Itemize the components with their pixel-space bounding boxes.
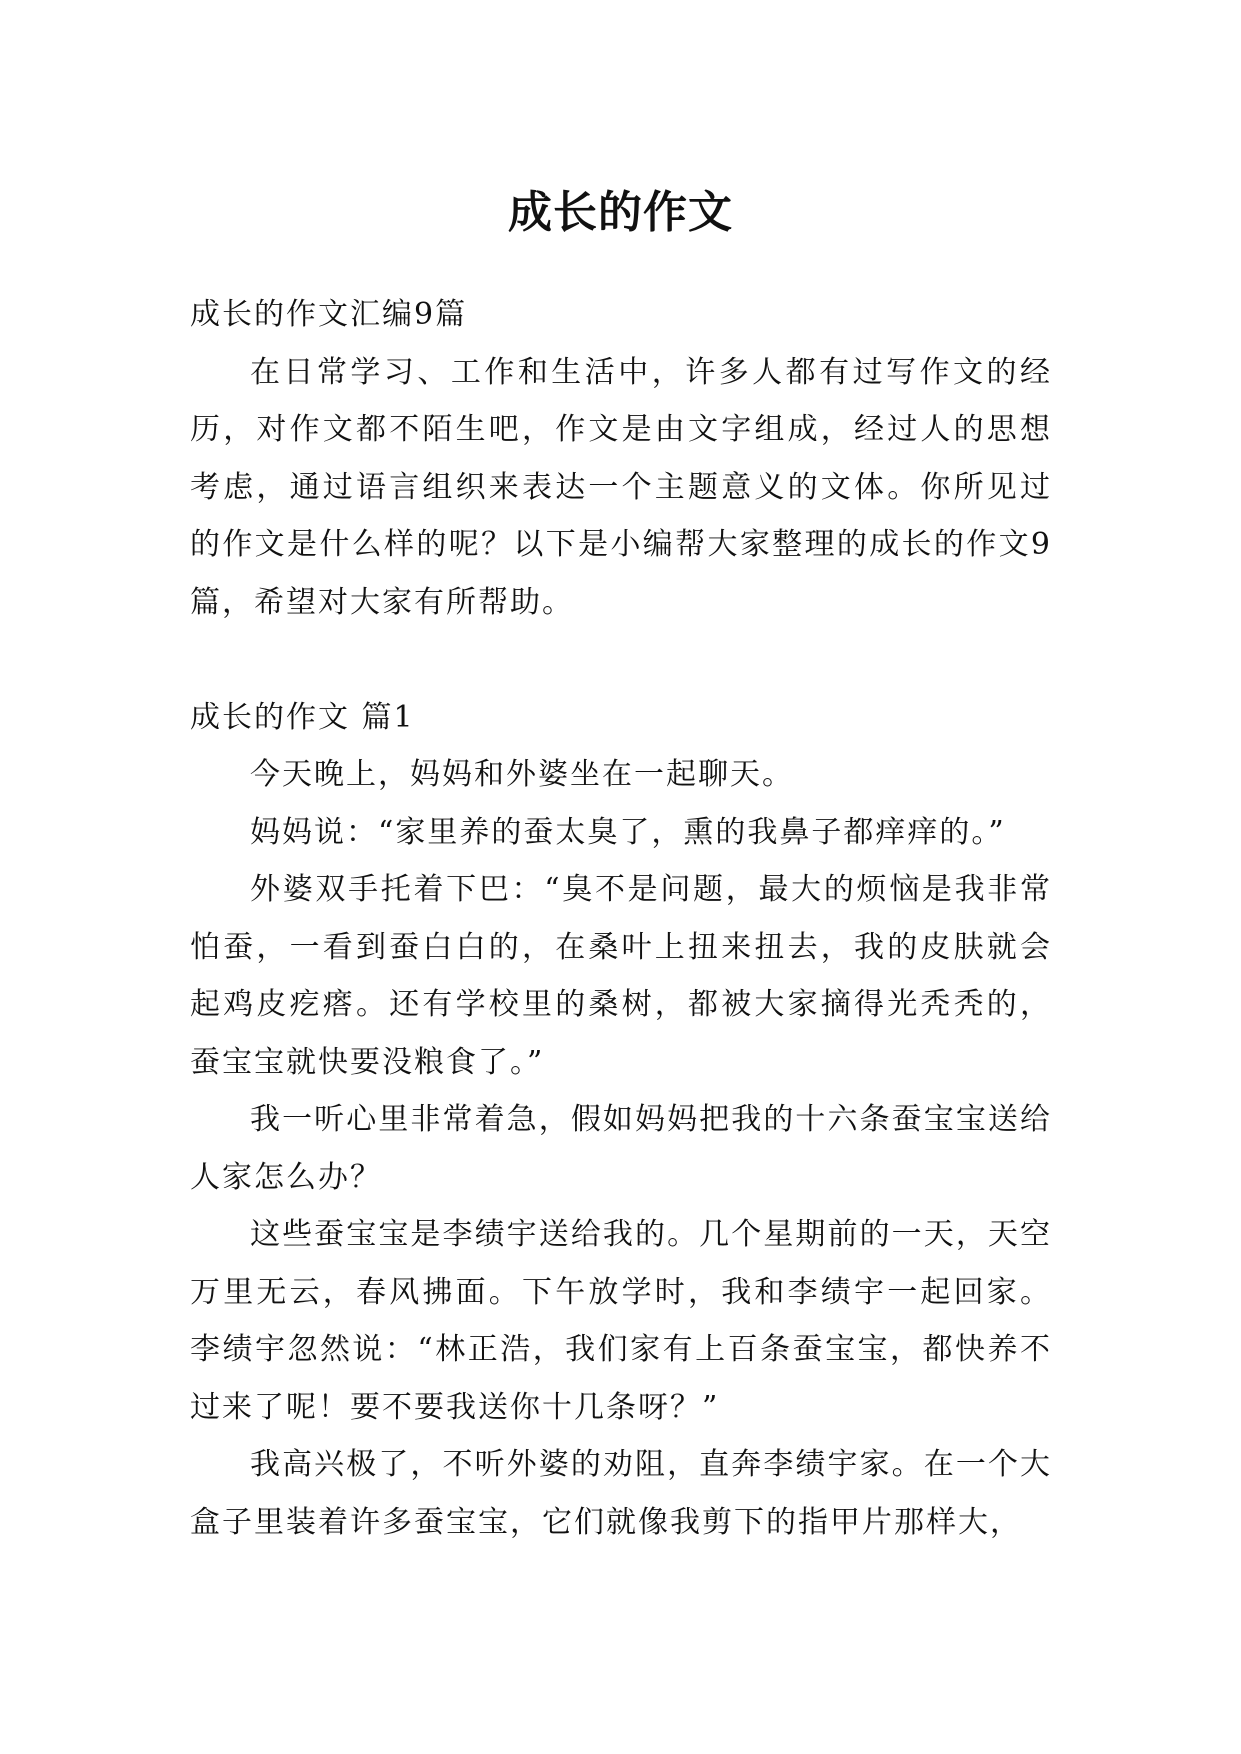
page-title: 成长的作文 [508, 187, 733, 239]
body-paragraph: 外婆双手托着下巴：“臭不是问题，最大的烦恼是我非常怕蚕，一看到蚕白白的，在桑叶上扭来扭去，我的皮肤就会起鸡皮疙瘩。还有学校里的桑树，都被大家摘得光秃秃的，蚕宝宝就快要没粮食了。” [190, 872, 1052, 1080]
body-paragraph: 今天晚上，妈妈和外婆坐在一起聊天。 [250, 757, 794, 792]
intro-paragraph: 在日常学习、工作和生活中，许多人都有过写作文的经历，对作文都不陌生吧，作文是由文字组成，经过人的思想考虑，通过语言组织来表达一个主题意义的文体。你所见过的作文是什么样的呢？以下是小编帮大家整理的成长的作文9篇，希望对大家有所帮助。 [190, 354, 1052, 620]
document-body [190, 286, 1052, 1551]
body-paragraph: 我一听心里非常着急，假如妈妈把我的十六条蚕宝宝送给人家怎么办？ [190, 1102, 1052, 1195]
body-paragraph: 妈妈说：“家里养的蚕太臭了，熏的我鼻子都痒痒的。” [250, 814, 1006, 850]
section-spacer [190, 631, 1052, 689]
section-heading: 成长的作文 篇1 [190, 699, 415, 735]
body-paragraph: 这些蚕宝宝是李绩宇送给我的。几个星期前的一天，天空万里无云，春风拂面。下午放学时，我和李绩宇一起回家。李绩宇忽然说：“林正浩，我们家有上百条蚕宝宝，都快养不过来了呢！要不要我送你十几条呀？” [190, 1217, 1052, 1425]
document-subtitle: 成长的作文汇编9篇 [190, 297, 468, 332]
body-paragraph: 我高兴极了，不听外婆的劝阻，直奔李绩宇家。在一个大盒子里装着许多蚕宝宝，它们就像我剪下的指甲片那样大， [190, 1447, 1052, 1540]
